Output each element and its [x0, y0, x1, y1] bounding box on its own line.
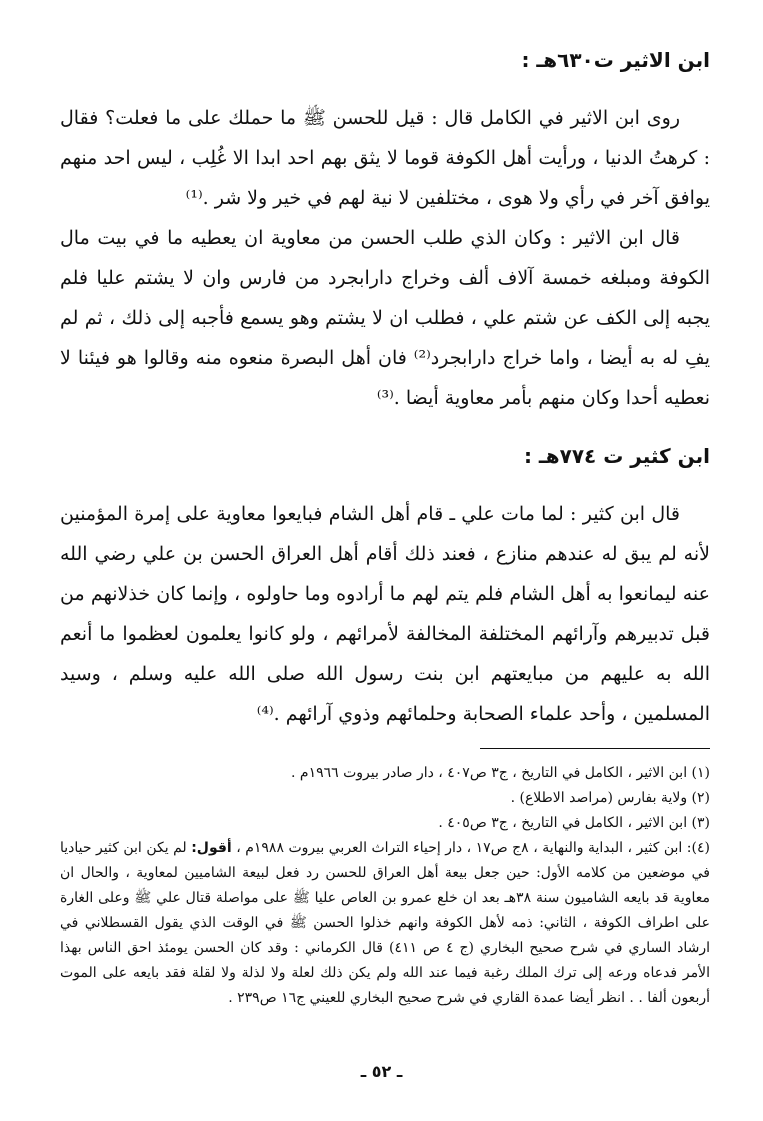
page-number: ـ ٥٢ ـ: [360, 1062, 403, 1081]
footnote-3: (٣) ابن الاثير ، الكامل في التاريخ ، ج٣ ص٤٠٥ .: [438, 815, 710, 831]
paragraph: قال ابن كثير : لما مات علي ـ قام أهل الشام فبايعوا معاوية على إمرة المؤمنين لأنه لم يبق له عندهم منازع ، فعند ذلك أقام أهل العراق الحسن بن علي رضي الله عنه ليمانعوا به أهل الشام فلم يتم لهم ما أرادوه وما حاولوه ، وإنما كان خذلانهم من قبل تدبيرهم وآرائهم المختلفة المخالفة لأمرائهم ، ولو كانوا يعلمون لعظموا ما أنعم الله به عليهم من مبايعتهم ابن بنت رسول الله صلى الله عليه وسلم ، وسيد المسلمين ، وأحد علماء الصحابة وحلمائهم وذوي آرائهم .⁽⁴⁾: [60, 503, 710, 725]
footnote-1: (١) ابن الاثير ، الكامل في التاريخ ، ج٣ ص٤٠٧ ، دار صادر بيروت ١٩٦٦م .: [291, 765, 710, 781]
footnote-divider: [480, 748, 710, 749]
paragraph: روى ابن الاثير في الكامل قال : قيل للحسن ﷺ ما حملك على ما فعلت؟ فقال : كرهتُ الدنيا ، ورأيت أهل الكوفة قوما لا يثق بهم احد ابدا الا غُلِب ، ليس احد منهم يوافق آخر في رأي ولا هوى ، مختلفين لا نية لهم في خير ولا شر .⁽¹⁾: [60, 107, 710, 209]
section-heading: ابن الاثير ت٦٣٠هـ :: [521, 48, 710, 72]
paragraph: قال ابن الاثير : وكان الذي طلب الحسن من معاوية ان يعطيه ما في بيت مال الكوفة ومبلغه خمسة آلاف ألف وخراج دارابجرد من فارس وان لا يشتم عليا فلم يجبه إلى الكف عن شتم علي ، فطلب ان لا يشتم وهو يسمع فأجبه إلى ذلك ، ثم لم يفِ له به أيضا ، واما خراج دارابجرد⁽²⁾ فان أهل البصرة منعوه منه وقالوا هو فيئنا لا نعطيه أحدا وكان منهم بأمر معاوية أيضا .⁽³⁾: [60, 227, 710, 409]
footnote-4-label: أقول:: [191, 840, 232, 856]
footnotes: [60, 761, 710, 1011]
footnote-4-body: لم يكن ابن كثير حياديا في موضعين من كلامه الأول: حين جعل بيعة أهل العراق للحسن رد فعل لبيعة الشاميين لمعاوية ، والحال ان معاوية قد بايعه الشاميون سنة ٣٨هـ بعد ان خلع عمرو بن العاص عليا ﷺ على مواصلة قتال علي ﷺ وعلى الغارة على اطراف الكوفة ، الثاني: ذمه لأهل الكوفة وانهم خذلوا الحسن ﷺ في الوقت الذي يقول القسطلاني في ارشاد الساري في شرح صحيح البخاري (ج ٤ ص ٤١١) قال الكرماني : وقد كان الحسن يومئذ احق الناس بهذا الأمر فدعاه ورعه إلى ترك الملك رغبة فيما عند الله ولم يكن ذلك لعلة ولا لذلة ولا لقلة فقد بايعه على الموت أربعون ألفا . . انظر أيضا عمدة القاري في شرح صحيح البخاري للعيني ج١٦ ص٢٣٩ .: [60, 840, 710, 1006]
document-page: [60, 40, 710, 1011]
section-ibn-kathir: [60, 436, 710, 734]
section-ibn-al-athir: [60, 40, 710, 418]
footnote-4: [60, 836, 710, 1011]
section-heading: ابن كثير ت ٧٧٤هـ :: [523, 444, 710, 468]
footnote-2: (٢) ولاية بفارس (مراصد الاطلاع) .: [510, 790, 710, 806]
footnote-4-citation: (٤): ابن كثير ، البداية والنهاية ، ٨ج ص١٧ ، دار إحياء التراث العربي بيروت ١٩٨٨م ،: [236, 840, 710, 856]
